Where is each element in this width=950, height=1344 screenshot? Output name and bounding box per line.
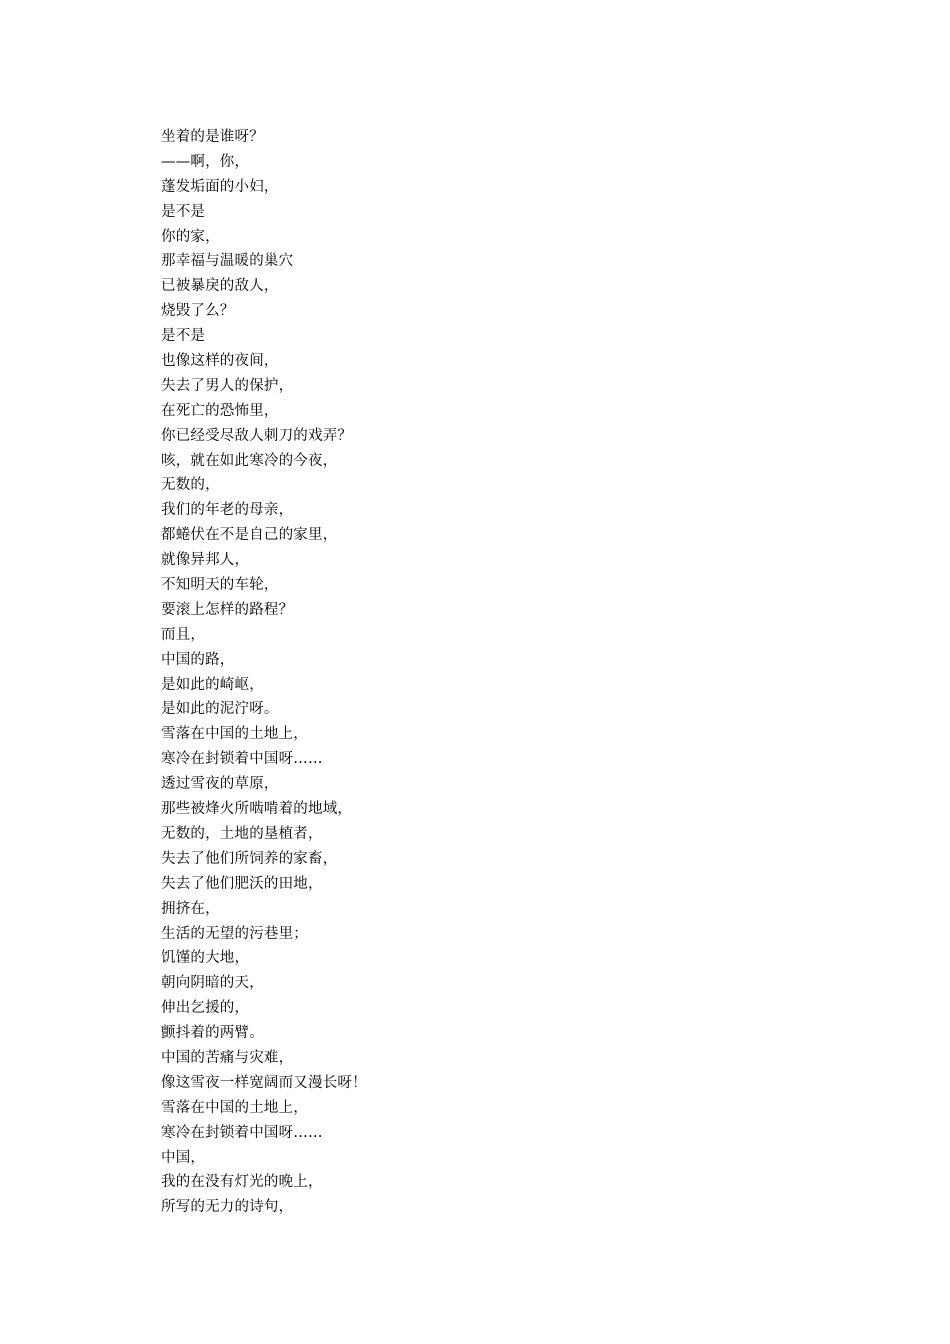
poem-line: 寒冷在封锁着中国呀…… bbox=[161, 1124, 323, 1141]
poem-line: 就像异邦人， bbox=[161, 552, 250, 569]
poem-line: 雪落在中国的土地上， bbox=[161, 726, 308, 743]
poem-line: 也像这样的夜间， bbox=[161, 353, 279, 370]
poem-line: 中国， bbox=[161, 1149, 206, 1166]
poem-line: 我们的年老的母亲， bbox=[161, 502, 294, 519]
poem-line: 像这雪夜一样宽阔而又漫长呀！ bbox=[161, 1074, 367, 1091]
poem-line: 蓬发垢面的小妇， bbox=[161, 178, 279, 195]
poem-line: 透过雪夜的草原， bbox=[161, 776, 279, 793]
poem-line: 在死亡的恐怖里， bbox=[161, 402, 279, 419]
poem-line: 无数的，土地的垦植者， bbox=[161, 825, 323, 842]
poem-line: 失去了男人的保护， bbox=[161, 377, 294, 394]
poem-line: 咳，就在如此寒冷的今夜， bbox=[161, 452, 338, 469]
poem-line: 都蜷伏在不是自己的家里， bbox=[161, 527, 338, 544]
poem-line: 已被暴戾的敌人， bbox=[161, 278, 279, 295]
poem-line: 不知明天的车轮， bbox=[161, 577, 279, 594]
poem-line: 是不是 bbox=[161, 203, 206, 220]
poem-line: 朝向阴暗的天， bbox=[161, 975, 264, 992]
poem-line: 拥挤在， bbox=[161, 900, 220, 917]
poem-line: 伸出乞援的， bbox=[161, 1000, 250, 1017]
poem-line: 而且， bbox=[161, 626, 206, 643]
poem-line: 是如此的泥泞呀。 bbox=[161, 701, 279, 718]
poem-line: 那些被烽火所啮啃着的地域， bbox=[161, 801, 353, 818]
poem-line: 是如此的崎岖， bbox=[161, 676, 264, 693]
poem-line: 颤抖着的两臂。 bbox=[161, 1025, 264, 1042]
poem-line: 失去了他们肥沃的田地， bbox=[161, 875, 323, 892]
poem-line: 坐着的是谁呀？ bbox=[161, 129, 264, 145]
poem-line: 寒冷在封锁着中国呀…… bbox=[161, 751, 323, 768]
poem-line: 我的在没有灯光的晚上， bbox=[161, 1174, 323, 1191]
poem-line: ——啊，你， bbox=[161, 153, 250, 170]
poem-line: 要滚上怎样的路程？ bbox=[161, 601, 294, 618]
poem-line: 中国的路， bbox=[161, 651, 235, 668]
poem-line: 中国的苦痛与灾难， bbox=[161, 1049, 294, 1066]
poem-line: 失去了他们所饲养的家畜， bbox=[161, 850, 338, 867]
poem-line: 雪落在中国的土地上， bbox=[161, 1099, 308, 1116]
poem-line: 那幸福与温暖的巢穴 bbox=[161, 253, 294, 270]
poem-line: 生活的无望的污巷里； bbox=[161, 925, 308, 942]
poem-text bbox=[161, 125, 801, 1220]
poem-line: 饥馑的大地， bbox=[161, 950, 250, 967]
poem-line: 所写的无力的诗句， bbox=[161, 1199, 294, 1216]
poem-line: 是不是 bbox=[161, 328, 206, 345]
poem-line: 烧毁了么？ bbox=[161, 303, 235, 320]
poem-line: 你的家， bbox=[161, 228, 220, 245]
poem-line: 无数的， bbox=[161, 477, 220, 494]
poem-line: 你已经受尽敌人刺刀的戏弄？ bbox=[161, 427, 353, 444]
